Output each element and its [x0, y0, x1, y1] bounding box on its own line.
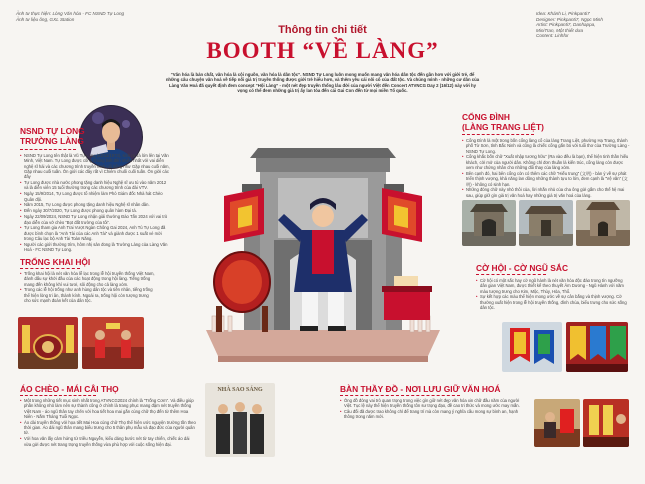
drum-festival-photo-1	[18, 317, 78, 369]
page-subtitle: Thông tin chi tiết	[278, 24, 367, 36]
costume-photo	[205, 383, 275, 457]
photo-caption: NHÀ SAO SÁNG	[217, 387, 263, 393]
credit-line: MiniTran, Một thiết dưa	[536, 27, 583, 33]
drum-festival-photo-2	[82, 317, 144, 369]
ban-thay-body	[340, 398, 524, 420]
list-item: • Ông đồ đóng vai trò quan trọng trong việc gìn giữ nét đẹp văn hóa xin chữ đầu năm của người Việt. Tục lệ này thể hiện truyền thống tôn sư trọng đạo, đề cao tri thức và mong ước may mắn.	[340, 398, 524, 409]
profile-title-line: TRƯỜNG LÀNG	[20, 136, 84, 146]
flags-photo-1	[502, 322, 562, 372]
co-body	[476, 278, 628, 311]
booth-illustration	[198, 130, 448, 380]
cong-dong-title-line: (LÀNG TRANG LIỆT)	[462, 122, 544, 132]
list-item: • Một trong những tiết mục sinh nhất trong ATVNCG2024 chính là “Trống Cơm”. Và điều giúp phần không nhỏ làm nên sự thành công ở chính là trang phục mang đậm nét truyền thống Việt Nam - áo ngũ thân tay chẽn với hoa tiết hoa mai gắn cùng chữ thọ đến từ thêm Hoa Niên - Nắm Tháng Tuổi Ngọc.	[20, 398, 196, 419]
profile-body	[20, 153, 170, 253]
divider	[20, 268, 80, 269]
calligraphy-photo-2	[583, 399, 629, 447]
trong-title: TRỐNG KHAI HỘI	[20, 257, 91, 267]
gate-photo-2	[519, 200, 573, 246]
list-item: • Người các giới thường trìm, hôm nhị sản đong là Trường Làng của Làng Văn Hoá - FC NSND Tự Long.	[20, 242, 170, 253]
list-item: • Cổng Đình là một trong bốn cổng làng cổ của làng Trang Liệt, phường Hạ Trang, thành phố Từ Sơn, tỉnh Bắc Ninh và cũng là chiếc cổng gắn bó với tuổi thơ của Trường Làng - NSND Tự Long.	[462, 138, 630, 154]
credit-line: Artist: Pinkpanti7, Danhappa,	[536, 22, 596, 28]
list-item: • Áo dài truyền thống với họa tiết Mai Hoa cùng chữ Thọ thể hiện ước nguyện trường tồn theo thời gian. Áo dài ngũ thân mang biểu trưng cho 5 thân phụ mẫu và đạo đức của người quân tử.	[20, 420, 196, 436]
co-title: CỜ HỘI - CỜ NGŨ SẮC	[476, 263, 568, 273]
credit-line: Ảnh tư thực hiện: Lòng Văn hóa - FC NSND Tự Long	[16, 11, 125, 16]
list-item: • Trong các lễ hội trống như anh hùng dân tộc và tiền nhân, tiếng trống thể hiện lòng tri ân, thành kính. Ngoài ra, trống hội còn tượng trưng cho sức mạnh đoàn kết của dân tộc.	[20, 287, 156, 303]
list-item: • Cờ hội có một sắc hay cờ ngũ hành là nét văn hóa độc đáo trong tín ngưỡng dân gian Việt Nam, được thiết kế theo thuyết Âm Dương - Ngũ Hành với năm màu tượng trưng cho Kim, Mộc, Thủy, Hỏa, Thổ.	[476, 278, 628, 294]
gate-photo-3	[576, 200, 630, 246]
ban-thay-title: BÀN THẦY ĐỒ - NƠI LƯU GIỮ VĂN HOÁ	[340, 384, 501, 394]
list-item: • Đến ngày 30/7/2020, Tự Long được phong quân hàm Đại tá.	[20, 208, 170, 213]
list-item: • Ngày 22/09/2024, NSND Tự Long nhận giải thưởng Đào Tấn 2024 với vai trò đạo diễn của vở chèo “Bọt đất trường của tôi”.	[20, 214, 170, 225]
list-item: • Năm 2015, Tự Long được phong tặng danh hiệu Nghệ sĩ nhân dân.	[20, 202, 170, 207]
list-item: • Ngày 15/9/2014, Tự Long được tổ nhiệm làm Phó Giám đốc Nhà hát Chèo Quân đội.	[20, 191, 170, 202]
page-title: BOOTH “VỀ LÀNG”	[206, 38, 439, 63]
list-item: • Những đóng chữ này nhỏ thôi của, lời nhắn nhủ của cha ông gửi gắm cho thế hệ mai sau, giúp giữ gìn giá trị văn hoá hay những giá trị văn hoá của làng.	[462, 187, 630, 198]
list-item: • Tự Long tham gia Anh Trai Vượt Ngàn Chông Gai 2024, Anh Tú Tự Long đã được bình chọn là “Anh Tài của các Anh Tài” và giành được 1 suất vé mời trong Câu lạc bộ Anh Tài Toàn Năng.	[20, 225, 170, 241]
gate-photo-1	[462, 200, 516, 246]
flags-photo-2	[566, 322, 628, 372]
profile-title	[20, 126, 85, 146]
credits-left	[16, 11, 124, 22]
list-item: • Tự Long được nhà nước phong tặng danh hiệu Nghệ sĩ ưu tú vào năm 2012 và là diễn viên 15 tuổi thường trong các chương trình của đài VTV.	[20, 180, 170, 191]
ao-body	[20, 398, 196, 447]
ao-title: ÁO CHÈO - MÁI CÂI THỌ	[20, 384, 119, 394]
credit-line: Ảnh tư liệu ông, GXL Station	[16, 16, 75, 22]
divider	[476, 274, 546, 275]
list-item: • Sự kết hợp các màu thể hiện mong ước về sự cân bằng và thịnh vượng. Cờ thường xuất hiện trong lễ hội truyền thống, đình chùa, biểu trưng cho sức sống dân tộc.	[476, 294, 628, 310]
divider	[20, 149, 76, 150]
list-item: • NSND Tự Long tên thật là Vũ Tự Long (22/11/1973), sinh ra và lớn lên tại Văn Minh, Việt Nam. Tự Long được công chúng biết đến nhiều nhất với vai diễn nghệ sĩ hài và các chương trình truyền hình nổi tiếng như Gặp nhau cuối năm, Gặp nhau cuối tuần. Ôn giới các đây rất vì Chiêm chuối cuối tuần. Ôn giới các đây	[20, 153, 170, 179]
divider	[340, 395, 460, 396]
credit-line: Idea: Khánh Li, Pinkpanti7	[536, 11, 590, 16]
intro-paragraph: “Văn hóa là bản chất, văn hóa là cội nguồn, văn hóa là dân tộc”. NSND Tự Long luôn mong muốn mang văn hóa dân tộc đến gần hơn với giới trẻ, để những câu chuyện văn hoá về tiếp nối giá trị truyền thống được giới trẻ hiểu hơn, và thêm yêu cái nôi cổ của đất tộc. Và chúng mình - những cư dân của Làng Văn Hoá đã quyết định đem concept “Hội Làng” - một nét đẹp truyền thống lâu đời của người Việt đến Concert ATVNCG Day 2 (16/12) này với hy vọng có thể đem những giá trị ấy lan tỏa đến cái Gai Con đến từ mọi miền Tổ quốc.	[165, 72, 480, 94]
profile-title-line: NSND TỰ LONG	[20, 126, 85, 136]
credit-line: Content: Linhfor	[536, 33, 569, 39]
divider	[462, 134, 534, 135]
calligraphy-photo-1	[534, 399, 580, 447]
cong-dong-body	[462, 138, 630, 199]
list-item: • Trống khai hội là nét văn hóa lễ lạc trong lễ hội truyền thống Việt Nam, đánh dấu sự khởi đầu của các hoạt động trong hội làng. Tiếng trống mang đến không khí vui tươi, sôi động cho cả làng xóm.	[20, 271, 156, 287]
list-item: • Cổng khắc bốn chữ “Xuất nhập tương hữu” (Ra vào đều là bạn), thể hiện tinh thần hiếu khách, cởi mở của người dân. Không chỉ đơn thuần là kiến trúc, cổng làng còn được xem như chứng nhân cho những đổi thay của làng xóm.	[462, 154, 630, 170]
divider	[20, 395, 96, 396]
cong-dong-title	[462, 112, 544, 132]
credit-line: Designer: Pinkpanti7, Ngọc Minh	[536, 16, 603, 22]
list-item: • Bên cạnh đó, hai bên cổng còn có thêm các chữ “Hiếu trung” (文明) - bàn ý về sự phát triển thịnh vượng, khả năng lan dũng những thành tựu to lớn, đem cạnh là “Vệ văn” (文明) - không có sinh hạn.	[462, 171, 630, 187]
costume-figures	[205, 397, 275, 457]
trong-body	[20, 271, 156, 304]
cong-dong-title-line: CỔNG ĐÌNH	[462, 112, 510, 122]
list-item: • Câu đối đã được trao không chỉ để trang trí mà còn mang ý nghĩa cầu mong sự bình an, hạnh thông trong năm mới.	[340, 409, 524, 420]
list-item: • Với hoa văn lấy cảm hứng từ triều Nguyễn, kiểu dáng bước nét từ tay chiến, chiếc áo dài vừa gửi được nét trang trọng truyền thống vừa phù hợp với cuộc sống hiện đại.	[20, 436, 196, 447]
